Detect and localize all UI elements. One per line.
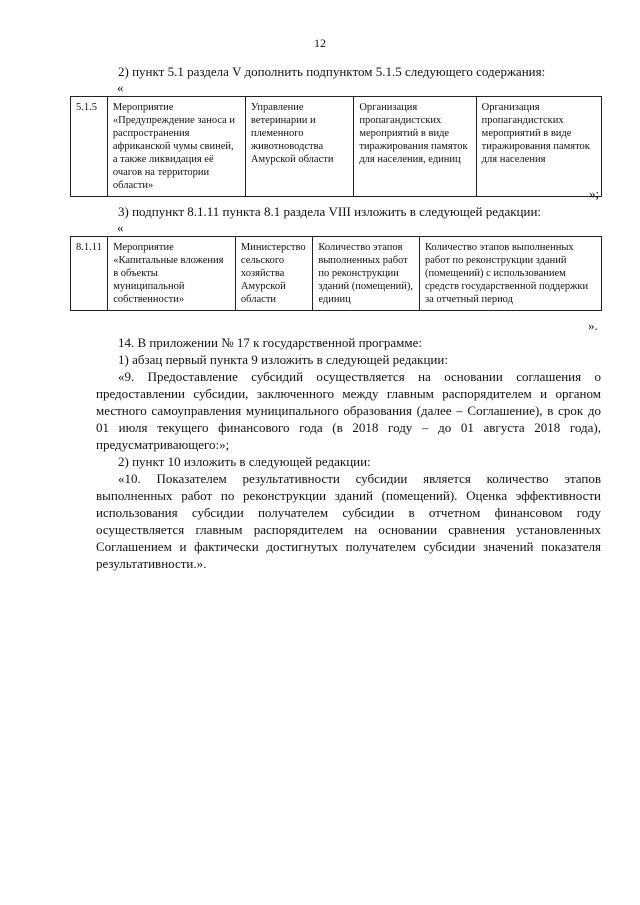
table-cell-code: 5.1.5 xyxy=(71,97,108,197)
section1-intro: 2) пункт 5.1 раздела V дополнить подпунктом 5.1.5 следующего содержания: xyxy=(118,64,546,79)
table-cell-indicator: Организация пропагандистских мероприятий в виде тиражирования памяток для населения, единиц xyxy=(354,97,476,197)
table-cell-indicator: Количество этапов выполненных работ по реконструкции зданий (помещений), единиц xyxy=(313,237,420,311)
section3-heading: 14. В приложении № 17 к государственной программе: xyxy=(118,335,422,350)
table-row xyxy=(71,237,602,311)
section2-close-quote: ». xyxy=(588,318,598,333)
section1-close-quote: »; xyxy=(589,186,600,201)
table-cell-result: Количество этапов выполненных работ по реконструкции зданий (помещений) с использованием средств государственной поддержки за отчетный период xyxy=(419,237,601,311)
table-cell-result: Организация пропагандистских мероприятий в виде тиражирования памяток для населения xyxy=(476,97,601,197)
section2-intro: 3) подпункт 8.1.11 пункта 8.1 раздела VIII изложить в следующей редакции: xyxy=(118,204,542,219)
section3-item1: 1) абзац первый пункта 9 изложить в следующей редакции: xyxy=(118,352,448,367)
section2-table xyxy=(70,236,602,311)
section3-item2: 2) пункт 10 изложить в следующей редакции: xyxy=(118,454,371,469)
section1-table xyxy=(70,96,602,197)
section3-para1: «9. Предоставление субсидий осуществляется на основании соглашения о предоставлении субсидии, заключенного между главным распорядителем и органом местного самоуправления муниципального образования (далее – Соглашение), в срок до 01 июля текущего финансового года (в 2018 году – до 01 августа 2018 года), предусматривающего:»; xyxy=(96,369,601,452)
table-cell-code: 8.1.11 xyxy=(71,237,108,311)
section2-open-quote: « xyxy=(117,220,124,235)
table-cell-executor: Министерство сельского хозяйства Амурской области xyxy=(235,237,312,311)
table-cell-executor: Управление ветеринарии и племенного животноводства Амурской области xyxy=(245,97,353,197)
section1-open-quote: « xyxy=(117,80,124,95)
table-cell-measure: Мероприятие «Предупреждение заноса и распространения африканской чумы свиней, а также ликвидация её очагов на территории области» xyxy=(107,97,245,197)
page-number: 12 xyxy=(314,36,326,50)
section3-para2: «10. Показателем результативности субсидии является количество этапов выполненных работ по реконструкции зданий (помещений). Оценка эффективности использования субсидии получателем субсидии в отчетном финансовом году осуществляется главным распорядителем на основании сравнения установленных Соглашением и фактически достигнутых получателем субсидии значений показателя результативности.». xyxy=(96,471,601,571)
table-cell-measure: Мероприятие «Капитальные вложения в объекты муниципальной собственности» xyxy=(108,237,236,311)
table-row xyxy=(71,97,602,197)
